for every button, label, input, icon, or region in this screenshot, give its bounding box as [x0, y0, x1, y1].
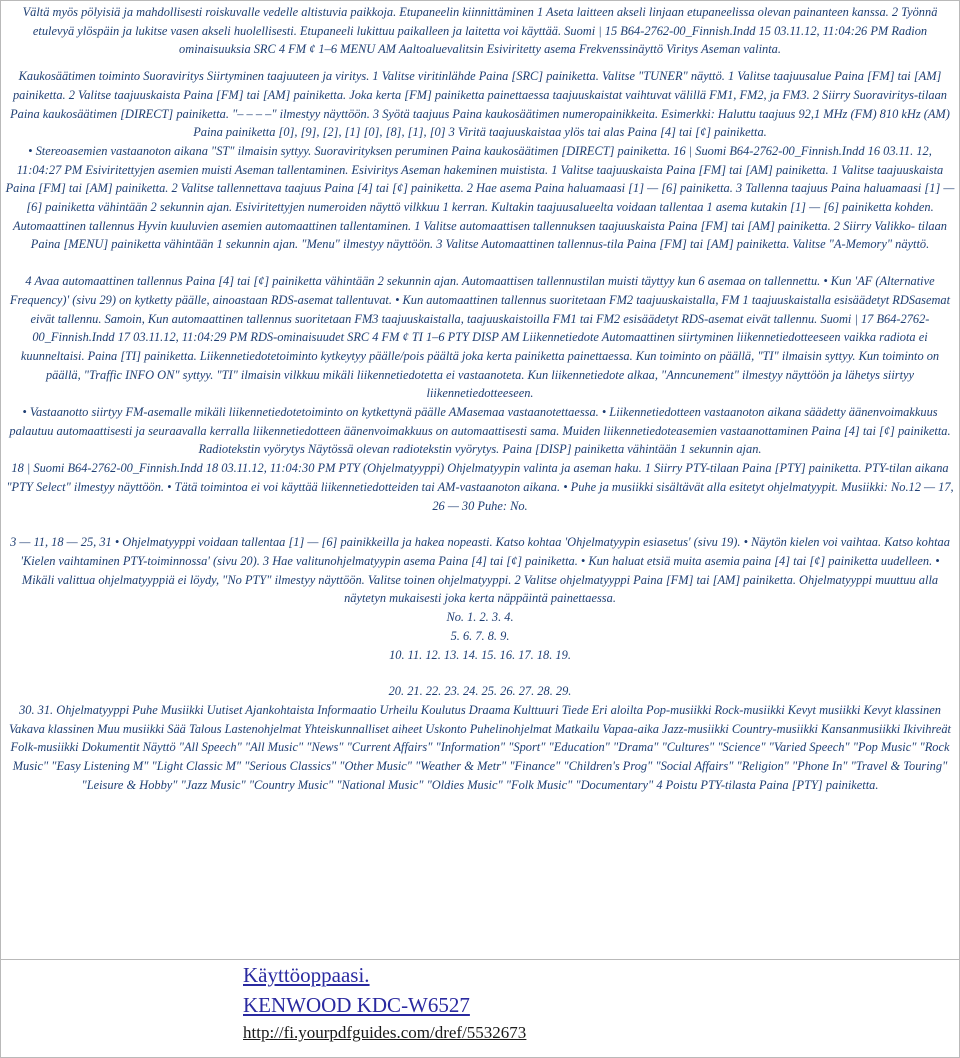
paragraph: Vältä myös pölyisiä ja mahdollisesti roiskuvalle vedelle altistuvia paikkoja. Etupaneelin kiinnittäminen 1 Aseta laitteen akseli linjaan etupaneelissa olevan painanteen kanssa. 2 Työnnä etulevyä ylöspäin ja lukitse vasen akseli huolellisesti. Etupaneeli lukittuu paikalleen ja laitetta voi käyttää. Suomi | 15 B64-2762-00_Finnish.Indd 15 03.11.12, 11:04:26 PM Radion ominaisuuksia SRC 4 FM ¢ 1–6 MENU AM Aaltoaluevalitsin Esiviritetty asema Frekvenssinäyttö Viritys Aseman valinta.	[22, 5, 938, 57]
list-line: 5. 6. 7. 8. 9.	[450, 628, 510, 643]
paragraph: Kaukosäätimen toiminto Suoraviritys Siirtyminen taajuuteen ja viritys. 1 Valitse viritinlähde Paina [SRC] painiketta. Valitse "TUNER" näyttö. 1 Valitse taajuusalue Paina [FM] tai [AM] painiketta. 2 Valitse taajuuskaista Paina [FM] tai [AM] painiketta. Joka kerta [FM] painiketta painettaessa taajuuskaistat vaihtuvat välillä FM1, FM2, ja FM3. 2 Siirry Suoraviritys-tilaan Paina kaukosäätimen [DIRECT] painiketta. "– – – –" ilmestyy näyttöön. 3 Syötä taajuus Paina kaukosäätimen numeropainikkeita. Esimerkki: Haluttu taajuus 92,1 MHz (FM) 810 kHz (AM) Paina painiketta [0], [9], [2], [1] [0], [8], [1], [0] 3 Viritä taajuuskaistaa ylös tai alas Paina [4] tai [¢] painiketta.	[10, 69, 950, 140]
paragraph: • Vastaanotto siirtyy FM-asemalle mikäli liikennetiedotetoiminto on kytkettynä päälle AMasemaa vastaanotettaessa. • Liikennetiedotteen vastaanoton aikana säädetty äänenvoimakkuus palautuu automaattisesti ja seuraavalla kerralla liikennetiedotteen äänenvoimakkuus on automaattisesti sama. Muiden liikennetiedoteasemien vastaanottaminen Paina [4] tai [¢] painiketta. Radiotekstin vyörytys Näytössä olevan radiotekstin vyörytys. Paina [DISP] painiketta vähintään 1 sekunnin ajan.	[9, 405, 951, 457]
document-body	[5, 3, 955, 794]
list-line: No. 1. 2. 3. 4.	[446, 610, 514, 625]
spacer	[5, 254, 955, 272]
footer-links	[243, 960, 526, 1057]
paragraph: • Stereoasemien vastaanoton aikana "ST" ilmaisin syttyy. Suoravirityksen peruminen Paina kaukosäätimen [DIRECT] painiketta. 16 | Suomi B64-2762-00_Finnish.Indd 16 03.11. 12, 11:04:27 PM Esiviritettyjen asemien muisti Aseman tallentaminen. Esiviritys Aseman hakeminen muistista. 1 Valitse taajuuskaista Paina [FM] tai [AM] painiketta. 1 Valitse taajuuskaista Paina [FM] tai [AM] painiketta. 2 Valitse tallennettava taajuus Paina [4] tai [¢] painiketta. 2 Hae asema Paina haluamaasi [1] — [6] painiketta. 3 Tallenna taajuus Paina haluamaasi [1] — [6] painiketta vähintään 2 sekunnin ajan. Esiviritettyjen numeroiden näyttö vilkkuu 1 kerran. Kultakin taajuusalueelta voidaan tallentaa 1 asema kutakin [1] — [6] painiketta kohden. Automaattinen tallennus Hyvin kuuluvien asemien automaattinen tallentaminen. 1 Valitse automaattisen tallennuksen taajuuskaista Paina [FM] tai [AM] painiketta. 2 Siirry Valikko- tilaan Paina [MENU] painiketta vähintään 1 sekunnin ajan. "Menu" ilmestyy näyttöön. 3 Valitse Automaattinen tallennus-tila Paina [FM] tai [AM] painiketta. Valitse "A-Memory" näyttö.	[5, 143, 955, 252]
paragraph: 4 Avaa automaattinen tallennus Paina [4] tai [¢] painiketta vähintään 2 sekunnin ajan. Automaattisen tallennustilan muisti täyttyy kun 6 asemaa on tallennettu. • Kun 'AF (Alternative Frequency)' (sivu 29) on kytketty päälle, ainoastaan RDS-asemat tallentuvat. • Kun automaattinen tallennus suoritetaan FM2 taajuuskaistalla, FM 1 taajuuskaistalla esisäädetyt RDSasemat eivät tallennu. Samoin, Kun automaattinen tallennus suoritetaan FM3 taajuuskaistalla, taajuuskaistoilla FM1 tai FM2 esisäädetyt RDS-asemat eivät tallennu. Suomi | 17 B64-2762-00_Finnish.Indd 17 03.11.12, 11:04:29 PM RDS-ominaisuudet SRC 4 FM ¢ TI 1–6 PTY DISP AM Liikennetiedote Automaattinen siirtyminen liikennetiedotteeseen vaikka radiota ei kuunneltaisi. Paina [TI] painiketta. Liikennetiedotetoiminto kytkeytyy päälle/pois päältä joka kerta painiketta painettaessa. Kun toiminto on päällä, "TI" ilmaisin syttyy. Kun toiminto on päällä, "Traffic INFO ON" syttyy. "TI" ilmaisin vilkkuu mikäli liikennetiedotetta ei vastaanoteta. Kun liikennetiedote alkaa, "Anncunement" ilmestyy näyttöön ja lähetys siirtyy liikennetiedotteeseen.	[9, 274, 951, 401]
product-link[interactable]: KENWOOD KDC-W6527	[243, 993, 470, 1017]
spacer	[5, 59, 955, 67]
list-line: 20. 21. 22. 23. 24. 25. 26. 27. 28. 29.	[388, 684, 572, 699]
spacer	[5, 515, 955, 533]
footer	[1, 959, 959, 1057]
list-line: 10. 11. 12. 13. 14. 15. 16. 17. 18. 19.	[389, 647, 571, 662]
spacer	[5, 664, 955, 682]
paragraph: 30. 31. Ohjelmatyyppi Puhe Musiikki Uutiset Ajankohtaista Informaatio Urheilu Koulutus Draama Kulttuuri Tiede Eri aloilta Pop-musiikki Rock-musiikki Kevyt musiikki Kevyt klassinen Vakava klassinen Muu musiikki Sää Talous Lastenohjelmat Yhteiskunnalliset aiheet Uskonto Puhelinohjelmat Matkailu Vapaa-aika Jazz-musiikki Country-musiikki Kansanmusiikki Ikivihreät Folk-musiikki Dokumentit Näyttö "All Speech" "All Music" "News" "Current Affairs" "Information" "Sport" "Education" "Drama" "Cultures" "Science" "Varied Speech" "Pop Music" "Rock Music" "Easy Listening M" "Light Classic M" "Serious Classics" "Other Music" "Weather & Metr" "Finance" "Children's Prog" "Social Affairs" "Religion" "Phone In" "Travel & Touring" "Leisure & Hobby" "Jazz Music" "Country Music" "National Music" "Oldies Music" "Folk Music" "Documentary" 4 Poistu PTY-tilasta Paina [PTY] painiketta.	[8, 702, 952, 792]
url-link[interactable]: http://fi.yourpdfguides.com/dref/5532673	[243, 1023, 527, 1042]
paragraph: 18 | Suomi B64-2762-00_Finnish.Indd 18 03.11.12, 11:04:30 PM PTY (Ohjelmatyyppi) Ohjelmatyypin valinta ja aseman haku. 1 Siirry PTY-tilaan Paina [PTY] painiketta. PTY-tilan aikana "PTY Select" ilmestyy näyttöön. • Tätä toimintoa ei voi käyttää liikennetiedotteiden tai AM-vastaanoton aikana. • Puhe ja musiikki sisältävät alla esitetyt ohjelmatyypit. Musiikki: No.12 — 17, 26 — 30 Puhe: No.	[6, 461, 954, 513]
manual-link[interactable]: Käyttöoppaasi.	[243, 963, 370, 987]
paragraph: 3 — 11, 18 — 25, 31 • Ohjelmatyyppi voidaan tallentaa [1] — [6] painikkeilla ja hakea nopeasti. Katso kohtaa 'Ohjelmatyypin esiasetus' (sivu 19). • Näytön kielen voi vaihtaa. Katso kohtaa 'Kielen vaihtaminen PTY-toiminnossa' (sivu 20). 3 Hae valitunohjelmatyypin asema Paina [4] tai [¢] painiketta. • Kun haluat etsiä muita asemia paina [4] tai [¢] painiketta uudelleen. • Mikäli valittua ohjelmatyyppiä ei löydy, "No PTY" ilmestyy näyttöön. Valitse toinen ohjelmatyyppi. 2 Valitse ohjelmatyyppi Paina [FM] tai [AM] painiketta. Ohjelmatyyppi muuttuu alla näytetyn mukaisesti joka kerta näppäintä painettaessa.	[10, 535, 950, 606]
